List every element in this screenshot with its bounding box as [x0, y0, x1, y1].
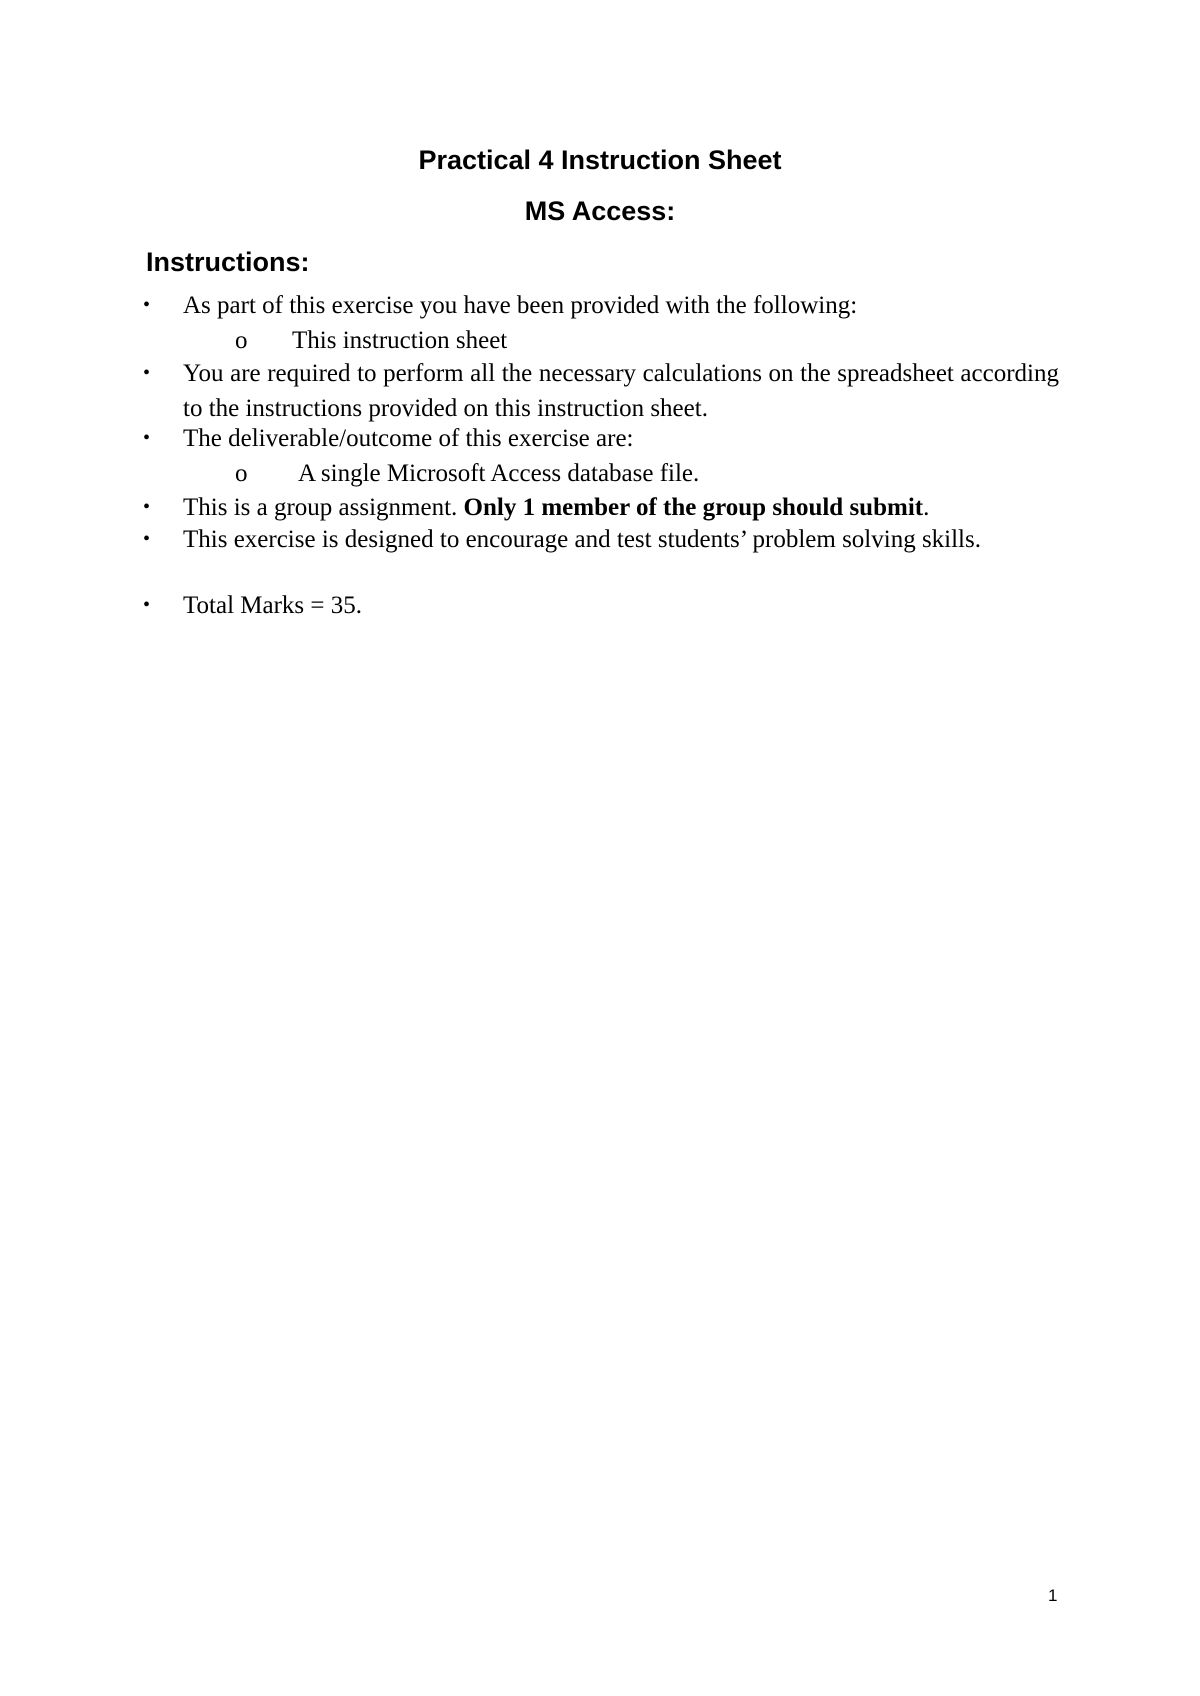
list-item-text: The deliverable/outcome of this exercise are:: [183, 425, 634, 452]
bullet-icon: •: [143, 362, 151, 384]
page-number: 1: [1048, 1586, 1058, 1605]
bullet-icon: •: [143, 496, 151, 518]
sub-bullet-icon: o: [235, 327, 248, 354]
bullet-icon: •: [143, 594, 151, 616]
sub-list-item-text: This instruction sheet: [292, 327, 508, 354]
list-item: [143, 356, 1059, 426]
list-item: [143, 522, 1059, 557]
list-item-text: As part of this exercise you have been provided with the following:: [183, 292, 858, 319]
list-item-text: This is a group assignment.: [183, 494, 458, 521]
list-item: [143, 588, 1059, 623]
bullet-icon: •: [143, 427, 151, 449]
bullet-icon: •: [143, 294, 151, 316]
list-item: [143, 421, 1059, 456]
list-item-text: This exercise is designed to encourage and test students’ problem solving skills.: [183, 526, 981, 553]
document-subtitle: MS Access:: [524, 196, 676, 226]
list-item-text-end: .: [923, 494, 930, 521]
list-item-emphasis: Only 1 member of the group should submit: [463, 494, 924, 521]
list-item-text: You are required to perform all the necessary calculations on the spreadsheet according to the instructions provided on this instruction sheet.: [183, 360, 1059, 422]
list-item: [143, 490, 1059, 525]
list-item: [143, 288, 1059, 323]
list-item-text: Total Marks = 35.: [183, 592, 362, 619]
document-title: Practical 4 Instruction Sheet: [418, 145, 782, 175]
bullet-icon: •: [143, 528, 151, 550]
sub-list-item-text: A single Microsoft Access database file.: [298, 460, 700, 487]
instructions-heading: Instructions:: [146, 247, 310, 277]
sub-bullet-icon: o: [235, 460, 248, 487]
